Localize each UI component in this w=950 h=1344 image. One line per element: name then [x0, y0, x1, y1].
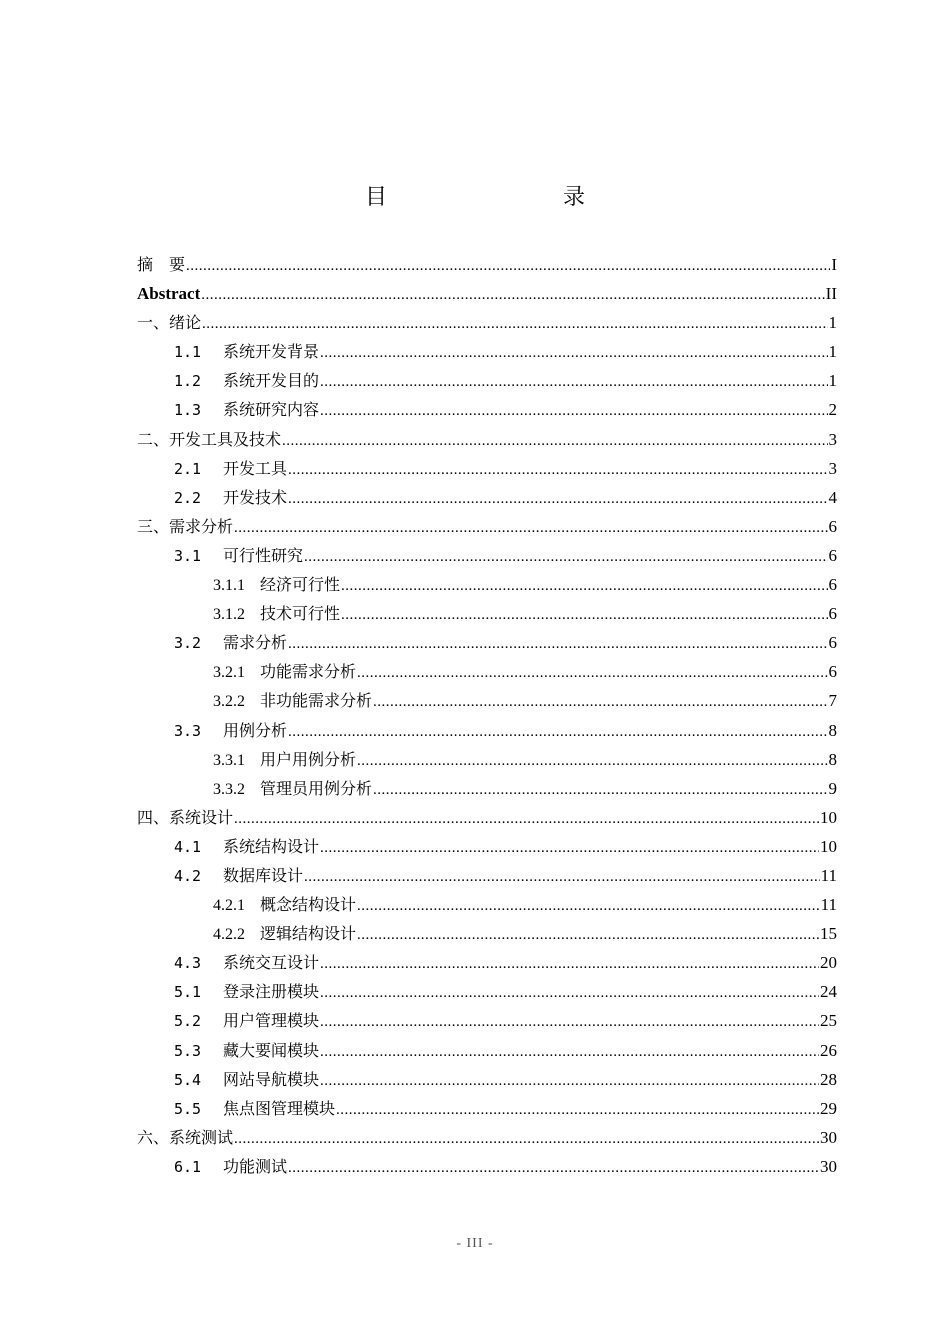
toc-entry-page: 8: [828, 720, 837, 740]
toc-entry[interactable]: [137, 425, 837, 454]
toc-entry[interactable]: [137, 1065, 837, 1094]
toc-dot-leader: [304, 863, 820, 892]
toc-entry-number: 5.5: [174, 1099, 202, 1118]
toc-entry-title: 三、需求分析: [137, 516, 234, 536]
toc-dot-leader: [202, 310, 827, 339]
toc-entry-number: 2.2: [174, 488, 202, 507]
toc-entry-number: 3.2.2: [213, 693, 245, 711]
toc-entry[interactable]: [137, 657, 837, 686]
toc-entry-page: 3: [828, 429, 837, 449]
toc-entry-page: 6: [828, 662, 837, 682]
toc-dot-leader: [320, 397, 827, 426]
toc-entry[interactable]: [137, 1006, 837, 1035]
toc-entry-page: 30: [820, 1156, 837, 1176]
toc-entry-page: 8: [828, 749, 837, 769]
toc-dot-leader: [320, 1038, 819, 1067]
toc-entry[interactable]: [137, 395, 837, 424]
toc-dot-leader: [320, 834, 819, 863]
toc-entry-title: 系统开发背景: [223, 342, 320, 362]
toc-entry[interactable]: [137, 861, 837, 890]
toc-entry-number: 5.3: [174, 1041, 202, 1060]
toc-entry-number: 4.2.2: [213, 926, 245, 944]
toc-entry-number: 2.1: [174, 459, 202, 478]
toc-entry-page: II: [825, 284, 837, 304]
toc-dot-leader: [304, 543, 827, 572]
toc-dot-leader: [234, 1125, 819, 1154]
toc-entry-page: 15: [820, 924, 837, 944]
toc-entry-number: 4.2.1: [213, 897, 245, 915]
toc-entry[interactable]: [137, 832, 837, 861]
toc-entry[interactable]: [137, 686, 837, 715]
toc-entry-title: 摘 要: [137, 255, 186, 274]
toc-dot-leader: [186, 252, 830, 281]
toc-dot-leader: [357, 747, 827, 776]
toc-entry-title: 非功能需求分析: [260, 691, 373, 711]
toc-entry-number: 3.2.1: [213, 664, 245, 682]
toc-dot-leader: [320, 1067, 819, 1096]
toc-entry-title: 藏大要闻模块: [223, 1040, 320, 1060]
toc-entry[interactable]: [137, 803, 837, 832]
toc-entry-page: 7: [828, 691, 837, 711]
toc-entry-page: 30: [820, 1127, 837, 1147]
toc-entry[interactable]: [137, 308, 837, 337]
toc-entry-page: 6: [828, 604, 837, 624]
toc-entry-number: 3.3.1: [213, 751, 245, 769]
toc-entry[interactable]: [137, 570, 837, 599]
toc-entry-title: 逻辑结构设计: [260, 924, 357, 944]
toc-entry-title: 管理员用例分析: [260, 778, 373, 798]
toc-entry-number: 3.1.1: [213, 577, 245, 595]
toc-entry-page: 1: [828, 342, 837, 362]
toc-entry[interactable]: [137, 366, 837, 395]
toc-entry-page: 10: [820, 807, 837, 827]
toc-entry-title: 系统结构设计: [223, 836, 320, 856]
toc-entry[interactable]: [137, 1152, 837, 1181]
toc-entry-title: 需求分析: [223, 633, 288, 653]
toc-entry-page: 1: [828, 371, 837, 391]
toc-entry[interactable]: [137, 890, 837, 919]
toc-entry[interactable]: [137, 1036, 837, 1065]
toc-dot-leader: [357, 659, 827, 688]
toc-entry-title: 系统开发目的: [223, 371, 320, 391]
toc-entry-title: 经济可行性: [260, 575, 341, 595]
toc-entry[interactable]: [137, 948, 837, 977]
toc-entry-title: 系统交互设计: [223, 953, 320, 973]
toc-entry-number: 1.2: [174, 372, 202, 391]
toc-entry-page: 10: [820, 836, 837, 856]
toc-entry-number: 3.2: [174, 634, 202, 653]
toc-entry-number: 5.1: [174, 983, 202, 1002]
toc-entry[interactable]: [137, 977, 837, 1006]
toc-entry-title: 技术可行性: [260, 604, 341, 624]
toc-entry-page: I: [831, 255, 837, 274]
toc-entry-page: 11: [820, 895, 837, 915]
toc-dot-leader: [288, 718, 827, 747]
toc-entry-page: 11: [820, 865, 837, 885]
toc-entry-page: 6: [828, 575, 837, 595]
toc-entry-page: 1: [828, 313, 837, 333]
toc-entry-title: 系统研究内容: [223, 400, 320, 420]
toc-dot-leader: [341, 601, 827, 630]
toc-dot-leader: [357, 921, 819, 950]
toc-entry-number: 3.1.2: [213, 606, 245, 624]
toc-entry[interactable]: [137, 599, 837, 628]
toc-entry[interactable]: [137, 919, 837, 948]
toc-entry-title: 用例分析: [223, 720, 288, 740]
toc-entry[interactable]: [137, 512, 837, 541]
toc-entry-page: 26: [820, 1040, 837, 1060]
toc-entry-page: 20: [820, 953, 837, 973]
toc-entry[interactable]: [137, 1094, 837, 1123]
toc-dot-leader: [320, 950, 819, 979]
toc-entry-number: 3.1: [174, 546, 202, 565]
toc-entry-page: 3: [828, 458, 837, 478]
toc-entry-page: 24: [820, 982, 837, 1002]
toc-entry-title: 用户用例分析: [260, 749, 357, 769]
toc-entry-number: 5.2: [174, 1012, 202, 1031]
toc-entry-page: 6: [828, 545, 837, 565]
toc-dot-leader: [357, 892, 820, 921]
toc-entry-title: 概念结构设计: [260, 895, 357, 915]
toc-entry-title: 网站导航模块: [223, 1069, 320, 1089]
toc-entry-title: 用户管理模块: [223, 1011, 320, 1031]
toc-dot-leader: [320, 368, 827, 397]
toc-entry-number: 4.3: [174, 954, 202, 973]
page-number-footer: - III -: [456, 1236, 494, 1251]
toc-entry-title: 开发工具: [223, 458, 288, 478]
toc-dot-leader: [336, 1096, 819, 1125]
toc-entry-page: 6: [828, 633, 837, 653]
toc-entry-title: 焦点图管理模块: [223, 1098, 336, 1118]
toc-entry-page: 9: [828, 778, 837, 798]
toc-entry-title: 功能测试: [223, 1156, 288, 1176]
toc-entry-number: 1.1: [174, 343, 202, 362]
toc-dot-leader: [373, 688, 827, 717]
toc-entry[interactable]: [137, 716, 837, 745]
toc-dot-leader: [288, 1154, 819, 1183]
toc-dot-leader: [320, 1008, 819, 1037]
toc-entry-title: 开发技术: [223, 487, 288, 507]
toc-entry-title: 二、开发工具及技术: [137, 429, 282, 449]
toc-entry-page: 29: [820, 1098, 837, 1118]
toc-entry-page: 28: [820, 1069, 837, 1089]
toc-dot-leader: [282, 427, 827, 456]
toc-dot-leader: [320, 339, 827, 368]
toc-entry[interactable]: [137, 483, 837, 512]
toc-entry-title: 一、绪论: [137, 313, 202, 333]
toc-entry[interactable]: [137, 774, 837, 803]
toc-entry[interactable]: [137, 541, 837, 570]
toc-entry-title: 六、系统测试: [137, 1127, 234, 1147]
toc-entry[interactable]: [137, 628, 837, 657]
toc-entry[interactable]: [137, 279, 837, 308]
toc-entry-page: 2: [828, 400, 837, 420]
toc-entry-page: 25: [820, 1011, 837, 1031]
toc-dot-leader: [341, 572, 827, 601]
toc-entry[interactable]: [137, 745, 837, 774]
toc-entry-page: 6: [828, 516, 837, 536]
toc-entry-title: 登录注册模块: [223, 982, 320, 1002]
toc-entry-title: 功能需求分析: [260, 662, 357, 682]
toc-dot-leader: [288, 485, 827, 514]
toc-entry-title: 数据库设计: [223, 865, 304, 885]
toc-entry[interactable]: [137, 1123, 837, 1152]
toc-entry-number: 4.2: [174, 866, 202, 885]
toc-entry-title: Abstract: [137, 284, 201, 304]
toc-entry-page: 4: [828, 487, 837, 507]
toc-entry-number: 3.3.2: [213, 780, 245, 798]
toc-dot-leader: [288, 630, 827, 659]
toc-entry-number: 5.4: [174, 1070, 202, 1089]
toc-entry-title: 四、系统设计: [137, 807, 234, 827]
toc-entry-number: 3.3: [174, 721, 202, 740]
toc-dot-leader: [320, 979, 819, 1008]
toc-entry[interactable]: [137, 250, 837, 279]
toc-entry-number: 4.1: [174, 837, 202, 856]
toc-dot-leader: [201, 281, 824, 310]
page-title: 目 录: [364, 185, 629, 210]
toc-dot-leader: [288, 456, 827, 485]
table-of-contents: [137, 250, 837, 1181]
toc-dot-leader: [234, 805, 819, 834]
toc-dot-leader: [234, 514, 827, 543]
toc-dot-leader: [373, 776, 827, 805]
toc-entry-title: 可行性研究: [223, 545, 304, 565]
toc-entry-number: 1.3: [174, 401, 202, 420]
toc-entry-number: 6.1: [174, 1157, 202, 1176]
toc-entry[interactable]: [137, 454, 837, 483]
toc-entry[interactable]: [137, 337, 837, 366]
